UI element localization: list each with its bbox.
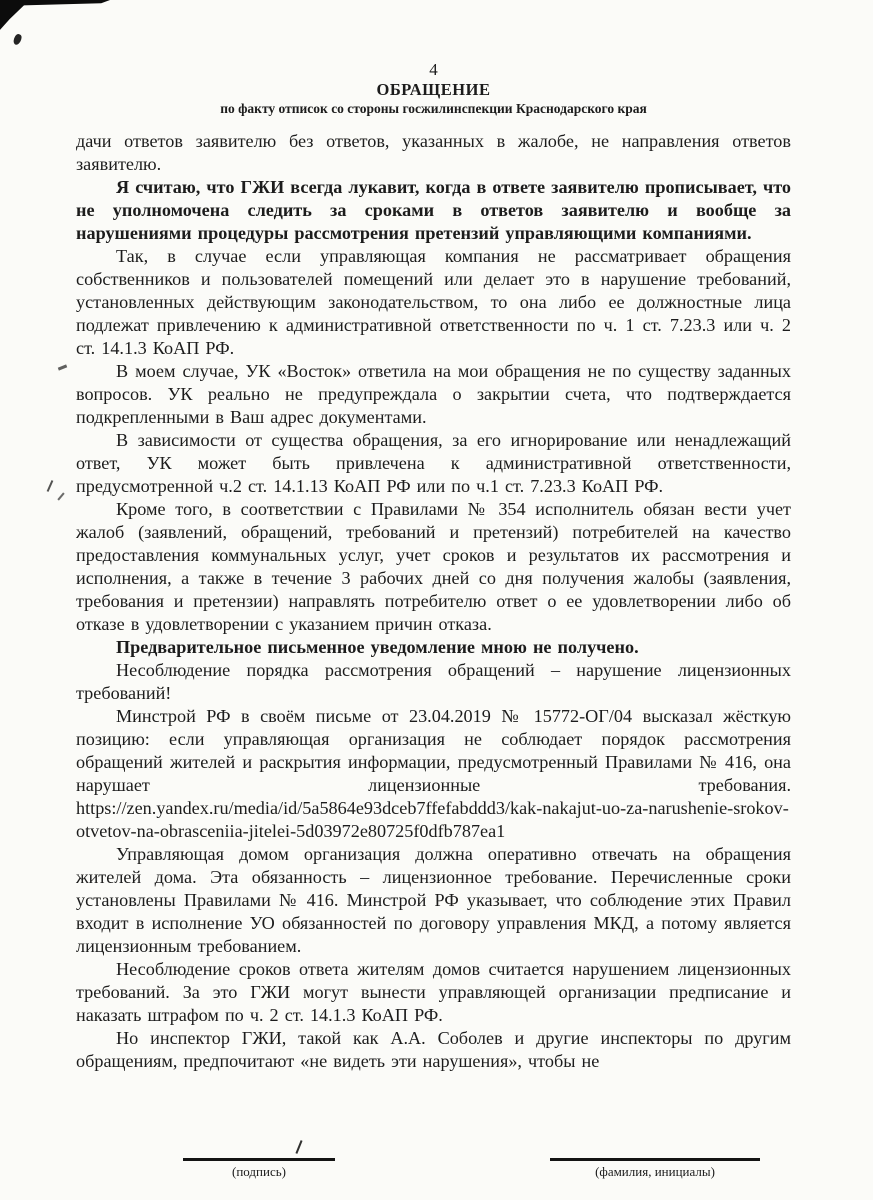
paragraph-claim-bold: Я считаю, что ГЖИ всегда лукавит, когда в ответе заявителю прописывает, что не уполномочена следить за сроками в ответов заявителю и вообще за нарушениями процедуры рассмотрения претензий управляющими компаниями. <box>76 177 791 243</box>
document-subtitle: по факту отписок со стороны госжилинспекции Краснодарского края <box>220 101 647 116</box>
name-block <box>550 1158 760 1180</box>
signature-block <box>183 1158 335 1180</box>
page-number: 4 <box>429 60 438 79</box>
name-label: (фамилия, инициалы) <box>595 1163 715 1179</box>
scan-artifact-margin-mark <box>58 364 67 370</box>
document-content <box>76 60 791 1073</box>
paragraph-deadlines-violation: Несоблюдение сроков ответа жителям домов считается нарушением лицензионных требований. За это ГЖИ могут вынести управляющей организации предписание и наказать штрафом по ч. 2 ст. 14.1.3 КоАП РФ. <box>76 959 791 1025</box>
paragraph-notice-bold: Предварительное письменное уведомление мною не получено. <box>116 637 639 657</box>
document-header <box>76 60 791 117</box>
scan-artifact-margin-mark <box>57 492 64 500</box>
document-body <box>76 130 791 1073</box>
scan-artifact-dot <box>12 33 22 46</box>
scan-artifact-top-streak <box>0 0 110 6</box>
paragraph-license-heading: Несоблюдение порядка рассмотрения обращений – нарушение лицензионных требований! <box>76 660 791 703</box>
name-line <box>550 1158 760 1161</box>
scan-artifact-margin-mark <box>47 480 54 492</box>
signature-line <box>183 1158 335 1161</box>
paragraph-inspector-sobolev: Но инспектор ГЖИ, такой как А.А. Соболев и другие инспекторы по другим обращениям, предпочитают «не видеть эти нарушения», чтобы не <box>76 1028 791 1071</box>
signature-label: (подпись) <box>232 1163 286 1179</box>
paragraph-minstroy-letter: Минстрой РФ в своём письме от 23.04.2019 № 15772-ОГ/04 высказал жёсткую позицию: если управляющая организация не соблюдает порядок рассмотрения обращений жителей и раскрытия информации, предусмотренный Правилами № 416, она нарушает лицензионные требования. <box>76 706 791 795</box>
paragraph-law-723: Так, в случае если управляющая компания не рассматривает обращения собственников и пользователей помещений или делает это в нарушение требований, установленных действующим законодательством, то она либо ее должностные лица подлежат привлечению к административной ответственности по ч. 1 ст. 7.23.3 или ч. 2 ст. 14.1.3 КоАП РФ. <box>76 246 791 358</box>
document-title: ОБРАЩЕНИЕ <box>376 80 491 99</box>
paragraph-continuation: дачи ответов заявителю без ответов, указанных в жалобе, не направления ответов заявителю. <box>76 131 791 174</box>
paragraph-rules-416: Управляющая домом организация должна оперативно отвечать на обращения жителей дома. Эта обязанность – лицензионное требование. Перечисленные сроки установлены Правилами № 416. Минстрой РФ указывает, что соблюдение этих Правил входит в исполнение УО обязанностей по договору управления МКД, а потому является лицензионным требованием. <box>76 844 791 956</box>
scan-artifact-stray-stroke <box>295 1140 302 1154</box>
paragraph-rules-354: Кроме того, в соответствии с Правилами № 354 исполнитель обязан вести учет жалоб (заявлений, обращений, требований и претензий) потребителей на качество предоставления коммунальных услуг, учет сроков и результатов их рассмотрения и исполнения, а также в течение 3 рабочих дней со дня получения жалобы (заявления, требования и претензии) направлять потребителю ответ о ее удовлетворении либо об отказе в удовлетворении с указанием причин отказа. <box>76 499 791 634</box>
paragraph-uk-vostok: В моем случае, УК «Восток» ответила на мои обращения не по существу заданных вопросов. УК реально не предупреждала о закрытии счета, что подтверждается подкрепленными в Ваш адрес документами. <box>76 361 791 427</box>
article-url: https://zen.yandex.ru/media/id/5a5864e93dceb7ffefabddd3/kak-nakajut-uo-za-narushenie-srokov-otvetov-na-obrasceniia-jitelei-5d03972e80725f0dfb787ea1 <box>76 798 789 841</box>
paragraph-liability: В зависимости от существа обращения, за его игнорирование или ненадлежащий ответ, УК может быть привлечена к административной ответственности, предусмотренной ч.2 ст. 14.1.13 КоАП РФ или по ч.1 ст. 7.23.3 КоАП РФ. <box>76 430 791 496</box>
